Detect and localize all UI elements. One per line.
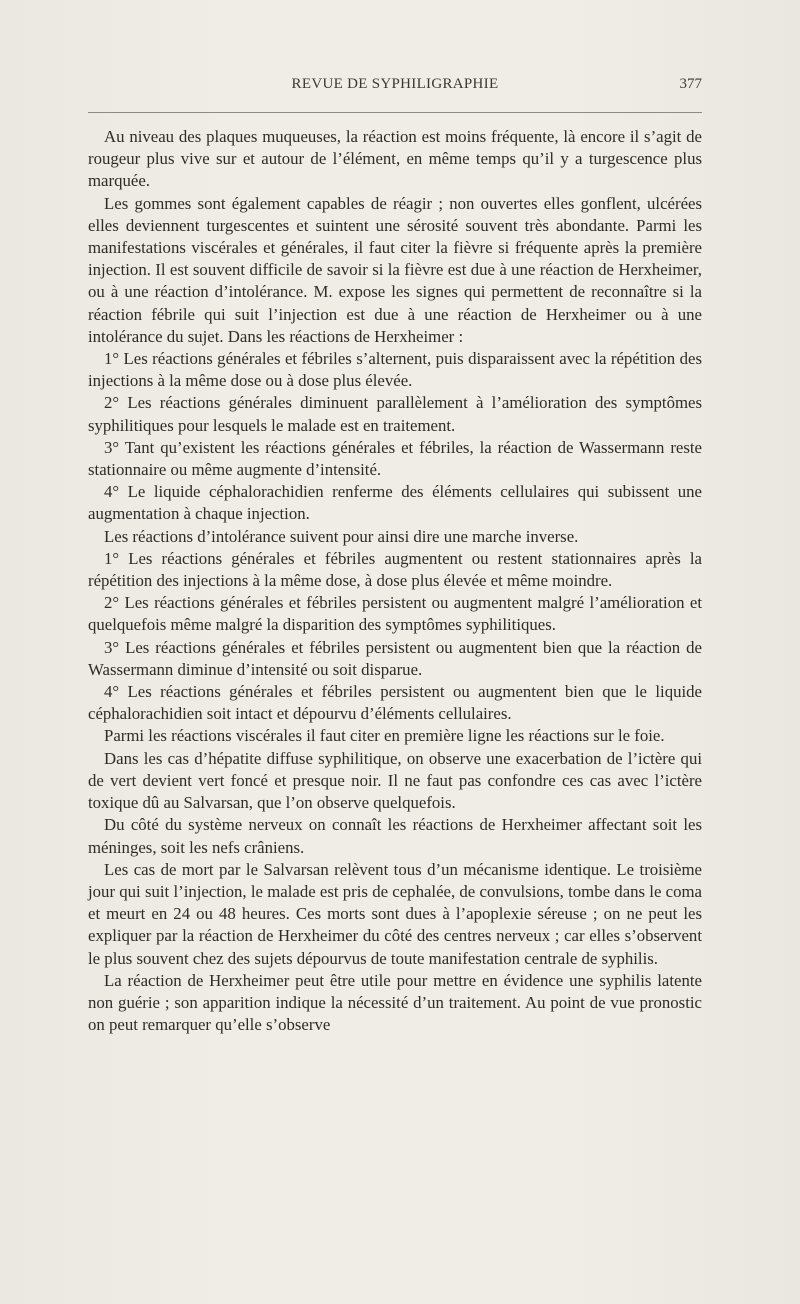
page-number: 377 bbox=[679, 76, 702, 92]
paragraph-latent-syphilis: La réaction de Herxheimer peut être utile pour mettre en évidence une syphilis latente non guérie ; son apparition indique la nécessité d’un traitement. Au point de vue pronostic on peut remarquer qu’elle s’observe bbox=[88, 970, 702, 1035]
paragraph-visceral-reactions: Parmi les réactions viscérales il faut citer en première ligne les réactions sur le foie. bbox=[104, 726, 665, 746]
paragraph-herx-3: 3° Tant qu’existent les réactions générales et fébriles, la réaction de Wassermann reste stationnaire ou même augmente d’intensité. bbox=[88, 437, 702, 480]
paragraph-intolerance-2: 2° Les réactions générales et fébriles persistent ou augmentent malgré l’amélioration et quelquefois même malgré la disparition des symptômes syphilitiques. bbox=[88, 593, 702, 635]
paragraph-herx-2: 2° Les réactions générales diminuent parallèlement à l’amélioration des symptômes syphilitiques pour lesquels le malade est en traitement. bbox=[88, 393, 702, 435]
paragraph-salvarsan-deaths: Les cas de mort par le Salvarsan relèvent tous d’un mécanisme identique. Le troisième jour qui suit l’injection, le malade est pris de cephalée, de convulsions, tombe dans le coma et meurt en 24 ou 48 heures. Ces morts sont dues à l’apoplexie séreuse ; on ne peut les expliquer par la réaction de Herxheimer du côté des centres nerveux ; car elles s’observent le plus souvent chez des sujets dépourvus de toute manifestation centrale de syphilis. bbox=[88, 859, 702, 968]
paragraph-nervous-system: Du côté du système nerveux on connaît les réactions de Herxheimer affectant soit les méninges, soit les nefs crâniens. bbox=[88, 815, 702, 857]
header-rule bbox=[88, 112, 702, 113]
running-title: REVUE DE SYPHILIGRAPHIE bbox=[291, 76, 499, 92]
paragraph-intolerance-intro: Les réactions d’intolérance suivent pour ainsi dire une marche inverse. bbox=[104, 526, 579, 546]
paragraph-mucous-plaques: Au niveau des plaques muqueuses, la réaction est moins fréquente, là encore il s’agit de rougeur plus vive sur et autour de l’élément, en même temps qu’il y a turgescence plus marquée. bbox=[88, 127, 702, 191]
page-header bbox=[88, 76, 702, 98]
paragraph-herx-1: 1° Les réactions générales et fébriles s’alternent, puis disparaissent avec la répétition des injections à la même dose ou à dose plus élevée. bbox=[88, 349, 702, 391]
paragraph-intolerance-4: 4° Les réactions générales et fébriles persistent ou augmentent bien que le liquide céphalorachidien soit intact et dépourvu d’éléments cellulaires. bbox=[88, 682, 702, 724]
paragraph-gummas-fever: Les gommes sont également capables de réagir ; non ouvertes elles gonflent, ulcérées elles deviennent turgescentes et suintent une sérosité souvent très abondante. Parmi les manifestations viscérales et générales, il faut citer la fièvre si fréquente après la première injection. Il est souvent difficile de savoir si la fièvre est due à une réaction de Herxheimer, ou à une réaction d’intolérance. M. expose les signes qui permettent de reconnaître si la réaction fébrile qui suit l’injection est due à une réaction de Herxheimer ou à une intolérance du sujet. Dans les réactions de Herxheimer : bbox=[88, 193, 702, 346]
paragraph-intolerance-3: 3° Les réactions générales et fébriles persistent ou augmentent bien que la réaction de Wassermann diminue d’intensité ou soit disparue. bbox=[88, 637, 702, 679]
paragraph-hepatitis: Dans les cas d’hépatite diffuse syphilitique, on observe une exacerbation de l’ictère qui de vert devient vert foncé et presque noir. Il ne faut pas confondre ces cas avec l’ictère toxique dû au Salvarsan, que l’on observe quelquefois. bbox=[88, 748, 702, 813]
paragraph-intolerance-1: 1° Les réactions générales et fébriles augmentent ou restent stationnaires après la répétition des injections à la même dose, à dose plus élevée et même moindre. bbox=[88, 548, 702, 591]
body-text bbox=[88, 126, 702, 1036]
paragraph-herx-4: 4° Le liquide céphalorachidien renferme des éléments cellulaires qui subissent une augmentation à chaque injection. bbox=[88, 482, 702, 524]
